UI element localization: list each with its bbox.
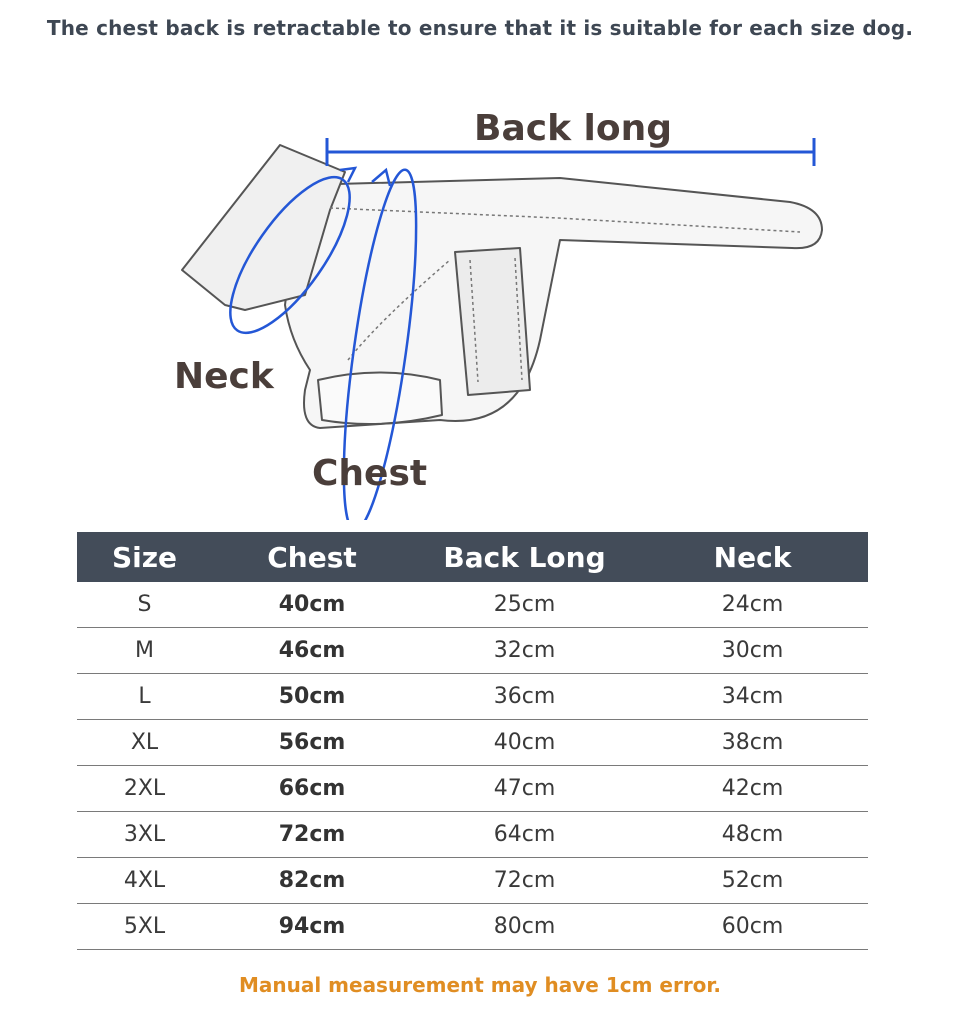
size-cell: XL (77, 720, 212, 766)
table-header-row (77, 532, 868, 582)
chest-cell: 66cm (212, 766, 412, 812)
table-row (77, 582, 868, 628)
chest-cell: 94cm (212, 904, 412, 950)
back-long-label: Back long (474, 108, 673, 149)
top-note: The chest back is retractable to ensure that it is suitable for each size dog. (46, 16, 914, 40)
table-row (77, 858, 868, 904)
back-long-cell: 47cm (412, 766, 637, 812)
neck-cell: 60cm (637, 904, 868, 950)
chest-label: Chest (312, 453, 428, 494)
size-cell: 4XL (77, 858, 212, 904)
back-long-cell: 32cm (412, 628, 637, 674)
table-row (77, 766, 868, 812)
back-long-cell: 80cm (412, 904, 637, 950)
chest-cell: 56cm (212, 720, 412, 766)
size-cell: 2XL (77, 766, 212, 812)
chest-cell: 82cm (212, 858, 412, 904)
size-cell: 3XL (77, 812, 212, 858)
neck-cell: 34cm (637, 674, 868, 720)
back-long-cell: 72cm (412, 858, 637, 904)
table-row (77, 812, 868, 858)
size-chart-table (77, 532, 868, 950)
neck-cell: 30cm (637, 628, 868, 674)
neck-cell: 24cm (637, 582, 868, 628)
header-neck: Neck (637, 532, 868, 582)
neck-label: Neck (174, 356, 274, 397)
size-cell: S (77, 582, 212, 628)
header-back-long: Back Long (412, 532, 637, 582)
size-cell: L (77, 674, 212, 720)
neck-cell: 38cm (637, 720, 868, 766)
neck-cell: 42cm (637, 766, 868, 812)
neck-cell: 52cm (637, 858, 868, 904)
header-chest: Chest (212, 532, 412, 582)
dog-coat-sketch (0, 90, 960, 520)
table-row (77, 628, 868, 674)
dog-coat-diagram (0, 90, 960, 520)
back-long-cell: 25cm (412, 582, 637, 628)
size-cell: 5XL (77, 904, 212, 950)
back-long-cell: 40cm (412, 720, 637, 766)
table-row (77, 674, 868, 720)
measurement-disclaimer: Manual measurement may have 1cm error. (238, 973, 722, 997)
table-row (77, 904, 868, 950)
chest-cell: 50cm (212, 674, 412, 720)
chest-cell: 40cm (212, 582, 412, 628)
header-size: Size (77, 532, 212, 582)
neck-cell: 48cm (637, 812, 868, 858)
table-row (77, 720, 868, 766)
size-cell: M (77, 628, 212, 674)
chest-cell: 72cm (212, 812, 412, 858)
back-long-cell: 36cm (412, 674, 637, 720)
back-long-cell: 64cm (412, 812, 637, 858)
chest-cell: 46cm (212, 628, 412, 674)
